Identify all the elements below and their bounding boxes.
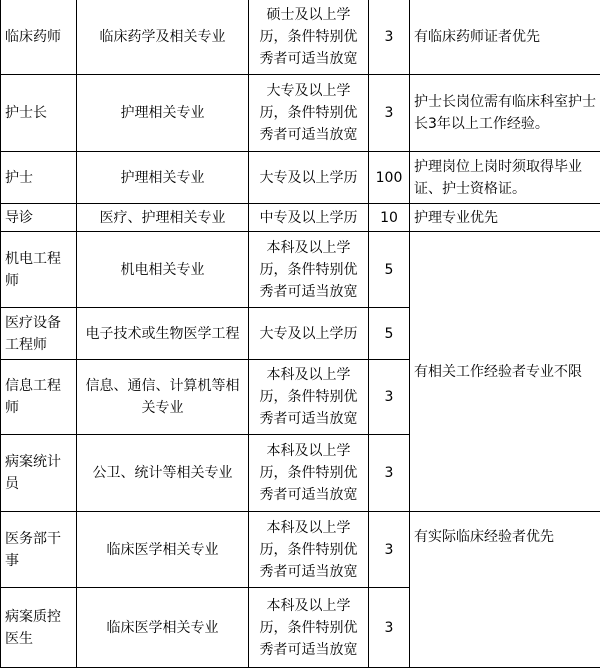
count-cell: 5	[369, 308, 410, 360]
position-cell: 护士长	[1, 75, 77, 152]
count-cell: 3	[369, 75, 410, 152]
education-cell: 中专及以上学历	[249, 204, 369, 232]
table-row	[1, 232, 600, 308]
requirement-cell: 有临床药师证者优先	[410, 0, 600, 75]
count-cell: 3	[369, 588, 410, 668]
count-cell: 10	[369, 204, 410, 232]
requirement-cell: 有实际临床经验者优先	[410, 512, 600, 668]
major-cell: 临床医学相关专业	[77, 588, 249, 668]
position-cell: 临床药师	[1, 0, 77, 75]
major-cell: 电子技术或生物医学工程	[77, 308, 249, 360]
count-cell: 5	[369, 232, 410, 308]
major-cell: 临床药学及相关专业	[77, 0, 249, 75]
position-cell: 机电工程师	[1, 232, 77, 308]
education-cell: 大专及以上学历	[249, 152, 369, 204]
position-cell: 医务部干事	[1, 512, 77, 588]
position-cell: 医疗设备工程师	[1, 308, 77, 360]
major-cell: 机电相关专业	[77, 232, 249, 308]
count-cell: 3	[369, 512, 410, 588]
position-cell: 导诊	[1, 204, 77, 232]
education-cell: 本科及以上学历，条件特别优秀者可适当放宽	[249, 360, 369, 435]
major-cell: 护理相关专业	[77, 152, 249, 204]
education-cell: 硕士及以上学历，条件特别优秀者可适当放宽	[249, 0, 369, 75]
position-cell: 信息工程师	[1, 360, 77, 435]
requirement-cell: 护理专业优先	[410, 204, 600, 232]
education-cell: 本科及以上学历，条件特别优秀者可适当放宽	[249, 512, 369, 588]
major-cell: 医疗、护理相关专业	[77, 204, 249, 232]
table-row	[1, 512, 600, 588]
education-cell: 本科及以上学历，条件特别优秀者可适当放宽	[249, 232, 369, 308]
major-cell: 临床医学相关专业	[77, 512, 249, 588]
count-cell: 3	[369, 435, 410, 512]
table-row	[1, 152, 600, 204]
count-cell: 3	[369, 360, 410, 435]
count-cell: 3	[369, 0, 410, 75]
position-cell: 病案统计员	[1, 435, 77, 512]
major-cell: 公卫、统计等相关专业	[77, 435, 249, 512]
education-cell: 本科及以上学历，条件特别优秀者可适当放宽	[249, 588, 369, 668]
requirement-cell: 护理岗位上岗时须取得毕业证、护士资格证。	[410, 152, 600, 204]
education-cell: 大专及以上学历	[249, 308, 369, 360]
count-cell: 100	[369, 152, 410, 204]
table-row	[1, 75, 600, 152]
education-cell: 本科及以上学历，条件特别优秀者可适当放宽	[249, 435, 369, 512]
table-row	[1, 204, 600, 232]
requirement-cell: 护士长岗位需有临床科室护士长3年以上工作经验。	[410, 75, 600, 152]
table-row	[1, 0, 600, 75]
merged-requirement-cell: 有相关工作经验者专业不限	[410, 232, 600, 512]
education-cell: 大专及以上学历，条件特别优秀者可适当放宽	[249, 75, 369, 152]
major-cell: 信息、通信、计算机等相关专业	[77, 360, 249, 435]
position-cell: 护士	[1, 152, 77, 204]
major-cell: 护理相关专业	[77, 75, 249, 152]
position-cell: 病案质控医生	[1, 588, 77, 668]
